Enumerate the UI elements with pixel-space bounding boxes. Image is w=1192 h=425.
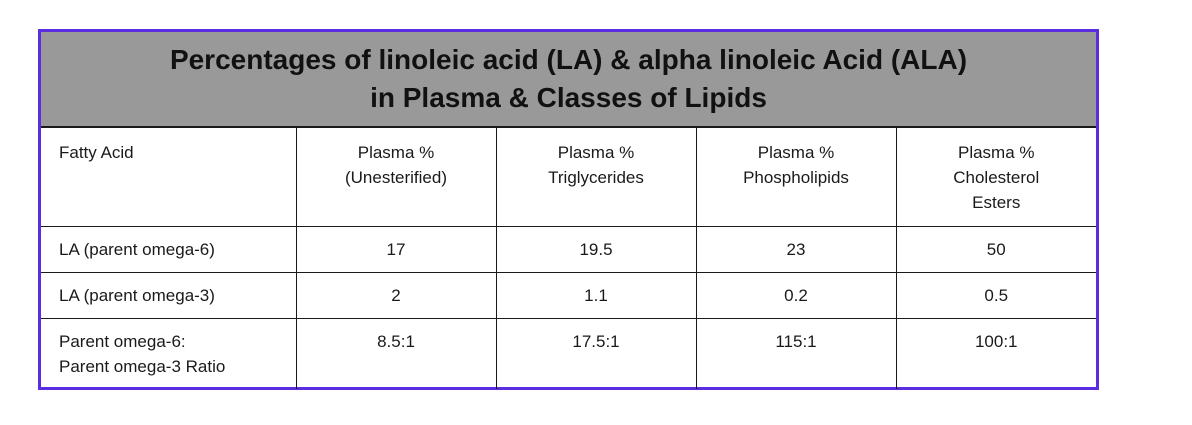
cell-value: 23: [786, 240, 806, 259]
cell-value: 1.1: [584, 286, 608, 305]
header-line: Plasma %: [757, 143, 835, 162]
header-line: Phospholipids: [743, 168, 849, 187]
header-cell-unesterified: [296, 128, 496, 227]
table-row: [41, 227, 1096, 273]
header-line: Triglycerides: [548, 168, 644, 187]
header-line: Plasma %: [957, 143, 1035, 162]
row-label-cell: [41, 227, 296, 273]
header-line: Cholesterol: [953, 168, 1040, 187]
cell-value: 17.5:1: [572, 332, 620, 351]
cell-value: 100:1: [974, 332, 1018, 351]
header-cell-phospholipids: [696, 128, 896, 227]
cell-value: 17: [386, 240, 406, 259]
table-row: [41, 319, 1096, 390]
title-line-1: Percentages of linoleic acid (LA) & alpha linoleic Acid (ALA): [169, 44, 968, 75]
value-cell: [296, 273, 496, 319]
value-cell: [496, 319, 696, 390]
value-cell: [496, 227, 696, 273]
value-cell: [696, 273, 896, 319]
table-title: [41, 32, 1096, 128]
table-frame: [38, 29, 1099, 390]
value-cell: [496, 273, 696, 319]
header-label: Fatty Acid: [59, 143, 134, 162]
header-line: Plasma %: [557, 143, 635, 162]
value-cell: [896, 319, 1096, 390]
cell-value: 19.5: [579, 240, 613, 259]
value-cell: [896, 273, 1096, 319]
value-cell: [296, 319, 496, 390]
row-label: LA (parent omega-3): [59, 286, 215, 305]
cell-value: 8.5:1: [377, 332, 415, 351]
value-cell: [696, 227, 896, 273]
header-line: Esters: [972, 193, 1021, 212]
row-label-cell: [41, 273, 296, 319]
row-label-cell: [41, 319, 296, 390]
cell-value: 2: [391, 286, 401, 305]
value-cell: [696, 319, 896, 390]
header-cell-cholesterol-esters: [896, 128, 1096, 227]
value-cell: [896, 227, 1096, 273]
header-line: (Unesterified): [344, 168, 448, 187]
table-row: [41, 273, 1096, 319]
header-cell-triglycerides: [496, 128, 696, 227]
cell-value: 0.5: [984, 286, 1009, 305]
value-cell: [296, 227, 496, 273]
row-label: Parent omega-6:: [59, 332, 186, 351]
row-label: Parent omega-3 Ratio: [59, 357, 226, 376]
table-header-row: [41, 128, 1096, 227]
cell-value: 0.2: [784, 286, 808, 305]
cell-value: 115:1: [775, 332, 817, 351]
data-table: [41, 128, 1096, 389]
header-line: Plasma %: [357, 143, 435, 162]
row-label: LA (parent omega-6): [59, 240, 215, 259]
header-cell-fatty-acid: [41, 128, 296, 227]
title-line-2: in Plasma & Classes of Lipids: [370, 82, 767, 113]
cell-value: 50: [986, 240, 1006, 259]
